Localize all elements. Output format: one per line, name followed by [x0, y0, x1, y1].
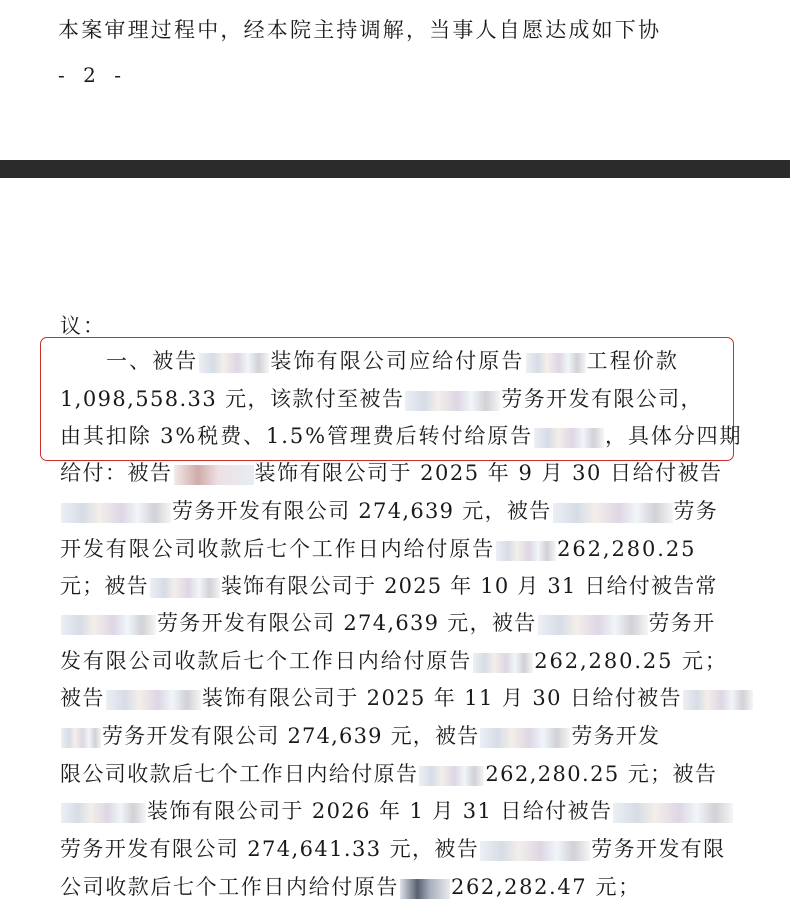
- line-text: 劳务开发有限公司 274,641.33 元，被告: [60, 837, 480, 861]
- line-text: 劳务开: [648, 611, 716, 635]
- redacted-name: [538, 615, 648, 635]
- redacted-name: [61, 503, 171, 523]
- line-text: 一、被告: [106, 349, 199, 373]
- body-line: [60, 385, 703, 413]
- line-text: 262,280.25 元；: [534, 649, 728, 673]
- line-text: 装饰有限公司于 2025 年 10 月 31 日给付被告常: [220, 574, 718, 598]
- redacted-name: [496, 541, 556, 561]
- body-line: [60, 312, 106, 340]
- page-number: - 2 -: [58, 63, 127, 87]
- redacted-name: [683, 690, 753, 710]
- line-text: 劳务开发有限公司 274,639 元，被告: [102, 724, 480, 748]
- redacted-name: [150, 578, 220, 598]
- body-line: [60, 873, 641, 901]
- line-text: ，具体分四期: [605, 424, 743, 448]
- body-line: [60, 459, 723, 487]
- redacted-name: [480, 841, 590, 861]
- line-text: 装饰有限公司应给付原告: [270, 349, 525, 373]
- line-text: 262,280.25: [557, 537, 697, 561]
- redacted-name: [61, 615, 156, 635]
- line-text: 1,098,558.33 元，该款付至被告: [60, 387, 405, 411]
- body-line: [60, 647, 728, 675]
- line-text: 装饰有限公司于 2025 年 11 月 30 日给付被告: [201, 686, 682, 710]
- previous-page-bottom: [0, 0, 790, 160]
- body-line: [60, 535, 696, 563]
- redacted-name: [61, 803, 146, 823]
- body-line: [60, 572, 718, 600]
- redacted-name: [199, 353, 269, 373]
- body-line: [106, 347, 679, 375]
- redacted-name: [473, 653, 533, 673]
- redacted-name: [174, 465, 254, 485]
- line-text: 劳务开发有限公司 274,639 元，被告: [157, 611, 537, 635]
- line-text: 劳务开发有限: [591, 837, 726, 861]
- line-text: 装饰有限公司于 2026 年 1 月 31 日给付被告: [147, 799, 613, 823]
- line-text: 议：: [60, 314, 106, 338]
- redacted-name: [526, 353, 586, 373]
- redacted-name: [553, 503, 673, 523]
- line-text: 给付：被告: [60, 461, 173, 485]
- top-paragraph-line: 本案审理过程中，经本院主持调解，当事人自愿达成如下协: [58, 18, 662, 42]
- redacted-name: [400, 879, 450, 899]
- line-text: 劳务开发有限公司，: [501, 387, 703, 411]
- line-text: 元；被告: [60, 574, 149, 598]
- line-text: 由其扣除 3%税费、1.5%管理费后转付给原告: [60, 424, 534, 448]
- body-line: [60, 760, 717, 788]
- line-text: 262,282.47 元；: [451, 875, 641, 899]
- line-text: 限公司收款后七个工作日内给付原告: [60, 762, 419, 786]
- line-text: 劳务开发: [571, 724, 661, 748]
- body-line: [60, 497, 718, 525]
- body-line: [60, 609, 715, 637]
- line-text: 工程价款: [586, 349, 679, 373]
- line-text: 劳务: [673, 499, 719, 523]
- body-line: [60, 835, 726, 863]
- redacted-name: [480, 728, 570, 748]
- body-line: [60, 797, 734, 825]
- page-separator: [0, 160, 790, 178]
- body-line: [60, 684, 754, 712]
- redacted-name: [613, 803, 733, 823]
- line-text: 开发有限公司收款后七个工作日内给付原告: [60, 537, 496, 561]
- line-text: 公司收款后七个工作日内给付原告: [60, 875, 399, 899]
- redacted-name: [61, 728, 101, 748]
- line-text: 被告: [60, 686, 105, 710]
- redacted-name: [419, 766, 484, 786]
- redacted-name: [405, 391, 500, 411]
- line-text: 劳务开发有限公司 274,639 元，被告: [172, 499, 552, 523]
- redacted-name: [534, 428, 604, 448]
- body-line: [60, 422, 742, 450]
- body-line: [60, 722, 660, 750]
- line-text: 装饰有限公司于 2025 年 9 月 30 日给付被告: [254, 461, 723, 485]
- line-text: 262,280.25 元；被告: [485, 762, 718, 786]
- redacted-name: [106, 690, 201, 710]
- line-text: 发有限公司收款后七个工作日内给付原告: [60, 649, 473, 673]
